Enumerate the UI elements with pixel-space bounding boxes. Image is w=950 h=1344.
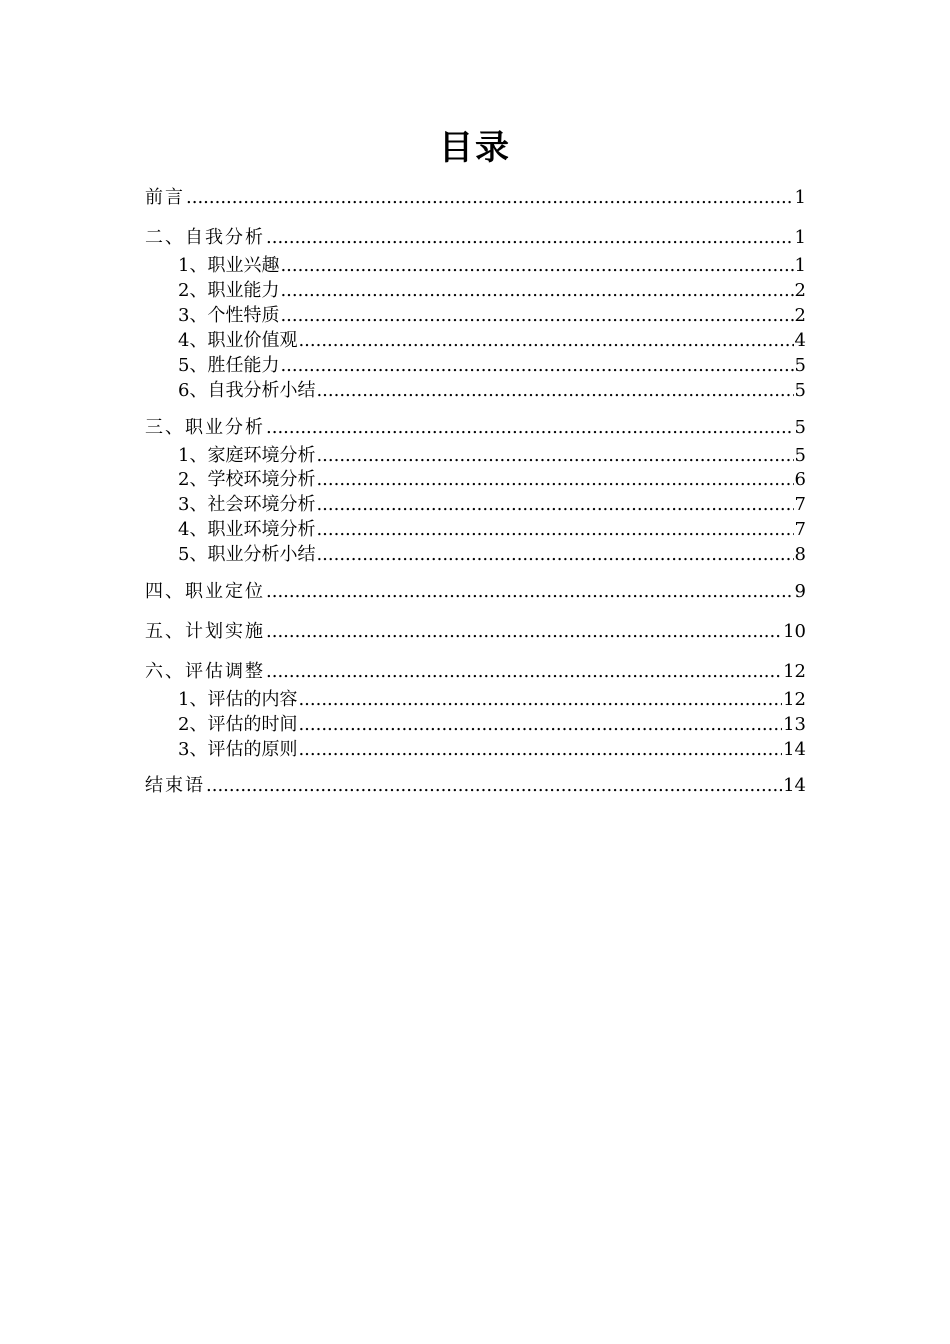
- toc-entry-evaluation[interactable]: [145, 660, 806, 684]
- dot-leader: [316, 379, 793, 403]
- toc-entry-page: 5: [794, 417, 806, 438]
- dot-leader: [298, 688, 782, 712]
- toc-entry-label: 结束语: [145, 775, 205, 796]
- dot-leader: [316, 444, 793, 468]
- toc-entry-page: 7: [794, 494, 806, 515]
- toc-entry-page: 8: [794, 544, 806, 565]
- toc-entry-career-positioning[interactable]: [145, 580, 806, 604]
- dot-leader: [280, 354, 793, 378]
- dot-leader: [280, 279, 793, 303]
- toc-entry-label: 前言: [145, 187, 185, 208]
- toc-entry-preface[interactable]: [145, 186, 806, 210]
- toc-entry-eval-time[interactable]: [178, 713, 806, 737]
- toc-entry-label: 4、职业价值观: [178, 330, 298, 351]
- toc-entry-label: 1、评估的内容: [178, 689, 298, 710]
- dot-leader: [280, 304, 793, 328]
- toc-entry-eval-content[interactable]: [178, 688, 806, 712]
- toc-entry-school-env[interactable]: [178, 468, 806, 492]
- toc-entry-plan-implementation[interactable]: [145, 620, 806, 644]
- toc-entry-page: 5: [794, 355, 806, 376]
- dot-leader: [206, 774, 782, 798]
- toc-entry-page: 14: [783, 739, 806, 760]
- toc-entry-career-ability[interactable]: [178, 279, 806, 303]
- toc-entry-page: 5: [794, 445, 806, 466]
- toc-entry-label: 5、胜任能力: [178, 355, 280, 376]
- dot-leader: [280, 254, 793, 278]
- toc-entry-label: 3、社会环境分析: [178, 494, 316, 515]
- dot-leader: [316, 518, 793, 542]
- toc-entry-page: 7: [794, 519, 806, 540]
- toc-entry-label: 六、评估调整: [145, 661, 265, 682]
- toc-entry-personality[interactable]: [178, 304, 806, 328]
- toc-entry-occupation-env[interactable]: [178, 518, 806, 542]
- toc-entry-career-interest[interactable]: [178, 254, 806, 278]
- toc-entry-page: 13: [783, 714, 806, 735]
- toc-entry-page: 2: [794, 305, 806, 326]
- page-title: 目录: [439, 128, 511, 168]
- toc-entry-page: 1: [794, 227, 806, 248]
- toc-entry-label: 二、自我分析: [145, 227, 265, 248]
- toc-entry-self-analysis[interactable]: [145, 226, 806, 250]
- toc-entry-competency[interactable]: [178, 354, 806, 378]
- toc-entry-career-values[interactable]: [178, 329, 806, 353]
- toc-entry-label: 3、个性特质: [178, 305, 280, 326]
- dot-leader: [316, 468, 793, 492]
- toc-entry-page: 6: [794, 469, 806, 490]
- toc-entry-label: 2、职业能力: [178, 280, 280, 301]
- toc-entry-page: 12: [783, 661, 806, 682]
- toc-entry-label: 1、家庭环境分析: [178, 445, 316, 466]
- toc-entry-eval-principles[interactable]: [178, 738, 806, 762]
- toc-entry-label: 6、自我分析小结: [178, 380, 316, 401]
- toc-entry-page: 2: [794, 280, 806, 301]
- dot-leader: [316, 543, 793, 567]
- toc-entry-page: 10: [783, 621, 806, 642]
- toc-entry-label: 2、评估的时间: [178, 714, 298, 735]
- toc-entry-social-env[interactable]: [178, 493, 806, 517]
- toc-entry-label: 四、职业定位: [145, 581, 265, 602]
- toc-entry-page: 1: [794, 255, 806, 276]
- toc-entry-self-summary[interactable]: [178, 379, 806, 403]
- toc-entry-conclusion[interactable]: [145, 774, 806, 798]
- toc-entry-label: 五、计划实施: [145, 621, 265, 642]
- dot-leader: [186, 186, 794, 210]
- toc-entry-label: 2、学校环境分析: [178, 469, 316, 490]
- toc-entry-page: 5: [794, 380, 806, 401]
- toc-entry-page: 14: [783, 775, 806, 796]
- dot-leader: [266, 416, 794, 440]
- dot-leader: [316, 493, 793, 517]
- toc-entry-career-analysis[interactable]: [145, 416, 806, 440]
- toc-entry-page: 1: [794, 187, 806, 208]
- toc-entry-label: 5、职业分析小结: [178, 544, 316, 565]
- toc-entry-career-summary[interactable]: [178, 543, 806, 567]
- dot-leader: [298, 329, 793, 353]
- toc-entry-page: 9: [794, 581, 806, 602]
- dot-leader: [266, 226, 794, 250]
- toc-entry-label: 4、职业环境分析: [178, 519, 316, 540]
- toc-entry-label: 三、职业分析: [145, 417, 265, 438]
- toc-entry-page: 12: [783, 689, 806, 710]
- toc-entry-family-env[interactable]: [178, 444, 806, 468]
- dot-leader: [298, 738, 782, 762]
- toc-entry-label: 3、评估的原则: [178, 739, 298, 760]
- dot-leader: [266, 580, 794, 604]
- toc-entry-label: 1、职业兴趣: [178, 255, 280, 276]
- dot-leader: [266, 660, 782, 684]
- dot-leader: [266, 620, 782, 644]
- dot-leader: [298, 713, 782, 737]
- toc-entry-page: 4: [794, 330, 806, 351]
